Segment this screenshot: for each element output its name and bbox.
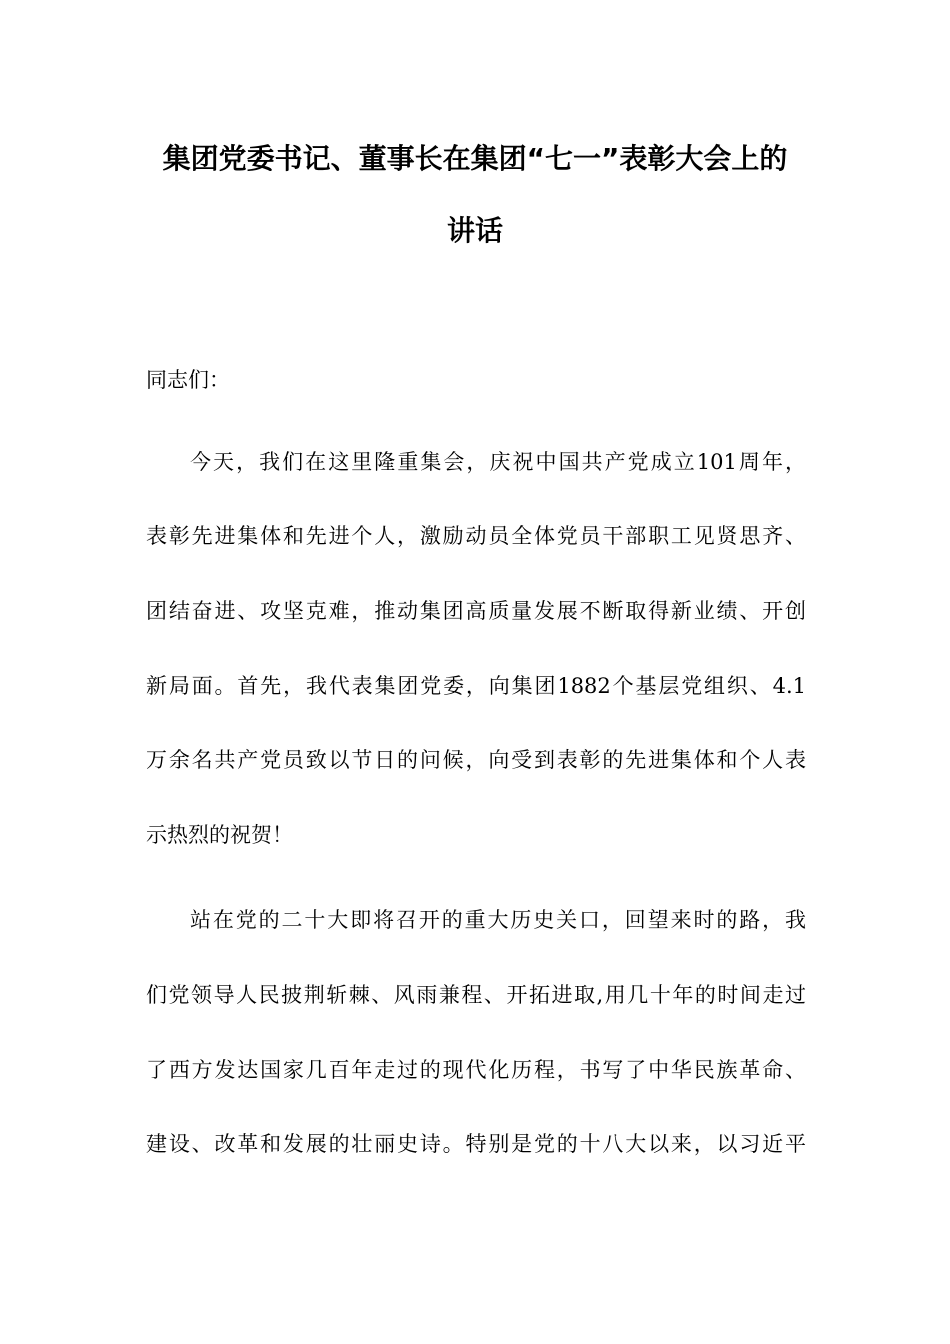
paragraph-line: 站在党的二十大即将召开的重大历史关口，回望来时的路，我 xyxy=(190,908,806,932)
paragraph-line: 团结奋进、攻坚克难，推动集团高质量发展不断取得新业绩、开创 xyxy=(146,599,806,623)
paragraph-line: 万余名共产党员致以节日的问候，向受到表彰的先进集体和个人表 xyxy=(146,748,806,772)
paragraph-line: 建设、改革和发展的壮丽史诗。特别是党的十八大以来，以习近平 xyxy=(146,1132,806,1156)
document-title-line-1: 集团党委书记、董事长在集团“七一”表彰大会上的 xyxy=(162,142,788,175)
paragraph-line: 了西方发达国家几百年走过的现代化历程，书写了中华民族革命、 xyxy=(146,1058,806,1082)
paragraph-line: 示热烈的祝贺！ xyxy=(146,823,293,847)
document-title-line-2: 讲话 xyxy=(446,214,503,247)
paragraph-line: 新局面。首先，我代表集团党委，向集团1882个基层党组织、4.1 xyxy=(146,674,806,698)
paragraph-line: 们党领导人民披荆斩棘、风雨兼程、开拓进取,用几十年的时间走过 xyxy=(146,983,806,1007)
paragraph-line: 表彰先进集体和先进个人，激励动员全体党员干部职工见贤思齐、 xyxy=(146,524,806,548)
paragraph-line: 今天，我们在这里隆重集会，庆祝中国共产党成立101周年， xyxy=(190,450,806,474)
salutation: 同志们： xyxy=(146,368,230,392)
